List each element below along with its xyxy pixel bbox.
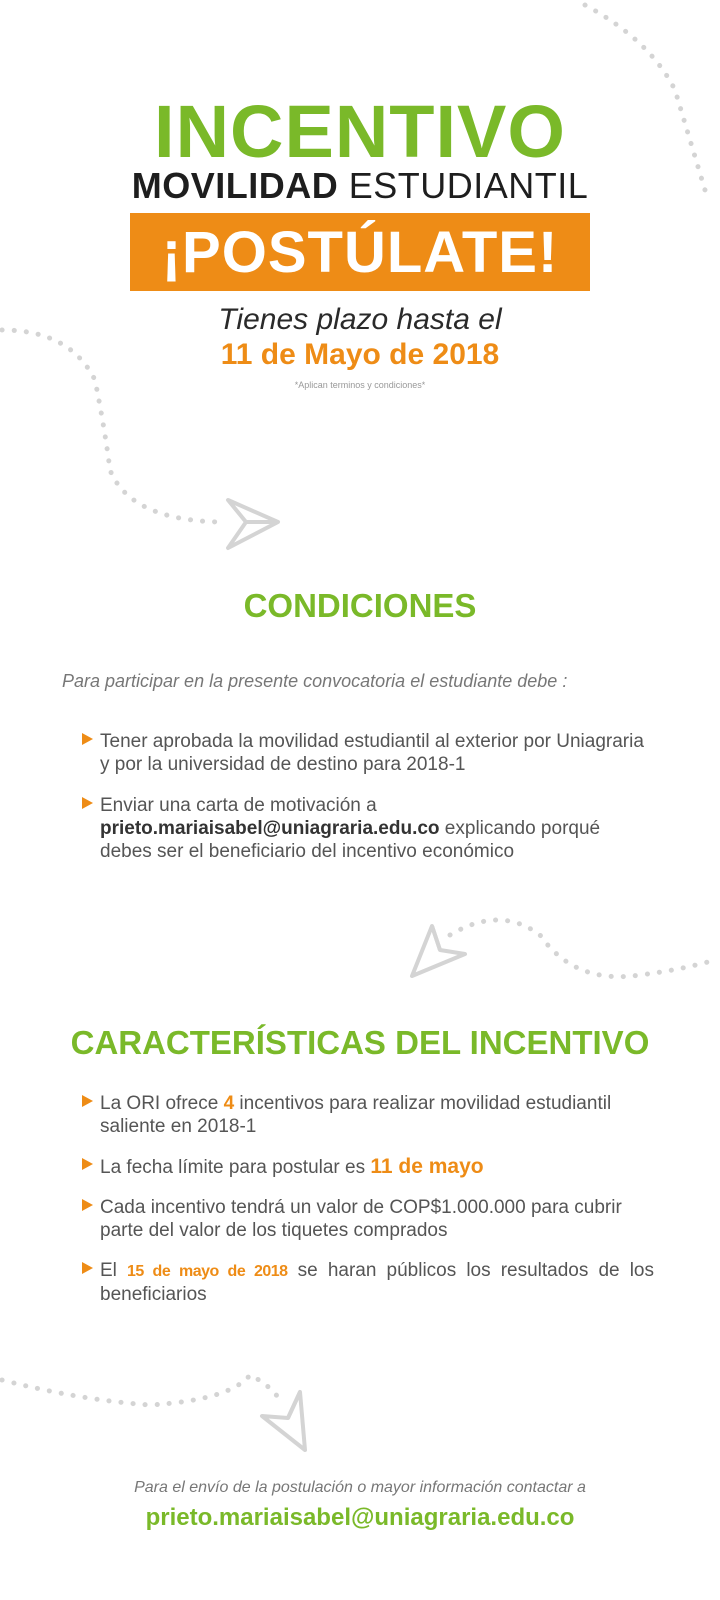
page-subtitle (0, 166, 720, 206)
characteristic-4-date: 15 de mayo de 2018 (127, 1263, 288, 1280)
terms-note: *Aplican terminos y condiciones* (294, 380, 426, 390)
list-item (82, 794, 654, 863)
conditions-heading: CONDICIONES (243, 587, 477, 624)
paper-plane-icon (262, 1392, 305, 1450)
conditions-intro: Para participar en la presente convocatoria el estudiante debe : (62, 671, 568, 691)
characteristic-2-date: 11 de mayo (370, 1155, 484, 1178)
list-item (82, 1092, 654, 1138)
characteristic-3-text: Cada incentivo tendrá un valor de COP$1.000.000 para cubrir parte del valor de los tiquetes comprados (100, 1197, 622, 1241)
characteristic-4-post: se haran públicos los resultados de los beneficiarios (100, 1260, 654, 1305)
condition-2-pre: Enviar una carta de motivación a (100, 795, 377, 816)
bullet-arrow-icon (82, 1199, 93, 1211)
bullet-arrow-icon (82, 1262, 93, 1274)
bullet-arrow-icon (82, 1158, 93, 1170)
paper-plane-icon (228, 500, 278, 548)
characteristics-list (82, 1092, 654, 1306)
bullet-arrow-icon (82, 733, 93, 745)
flight-path-bottom (2, 1375, 280, 1405)
condition-2-email: prieto.mariaisabel@uniagraria.edu.co (100, 818, 440, 839)
characteristic-2-pre: La fecha límite para postular es (100, 1157, 371, 1178)
list-item (82, 730, 654, 776)
characteristic-1-pre: La ORI ofrece (100, 1093, 224, 1114)
footer-contact-email[interactable]: prieto.mariaisabel@uniagraria.edu.co (145, 1504, 575, 1531)
deadline-date: 11 de Mayo de 2018 (220, 338, 500, 371)
bullet-arrow-icon (82, 1095, 93, 1107)
list-item (82, 1259, 654, 1306)
page-title: INCENTIVO (154, 90, 566, 173)
characteristics-heading: CARACTERÍSTICAS DEL INCENTIVO (70, 1024, 650, 1061)
bullet-arrow-icon (82, 797, 93, 809)
condition-2-post: explicando porqué debes ser el beneficiario del incentivo económico (100, 818, 601, 862)
condition-1-text: Tener aprobada la movilidad estudiantil al exterior por Uniagraria y por la universidad de destino para 2018-1 (100, 731, 644, 775)
footer-contact-text: Para el envío de la postulación o mayor información contactar a (134, 1479, 586, 1496)
cta-banner: ¡POSTÚLATE! (130, 213, 590, 291)
list-item (82, 1196, 654, 1242)
subtitle-bold: MOVILIDAD (131, 165, 339, 206)
conditions-list (82, 730, 654, 863)
paper-plane-icon (412, 926, 465, 976)
characteristic-4-pre: El (100, 1260, 127, 1281)
flight-path-middle-right (450, 920, 715, 977)
characteristic-1-number: 4 (223, 1093, 235, 1114)
subtitle-light: ESTUDIANTIL (338, 165, 589, 206)
deadline-text: Tienes plazo hasta el (218, 303, 502, 336)
list-item (82, 1155, 654, 1179)
characteristic-1-post: incentivos para realizar movilidad estudiantil saliente en 2018-1 (100, 1093, 612, 1137)
